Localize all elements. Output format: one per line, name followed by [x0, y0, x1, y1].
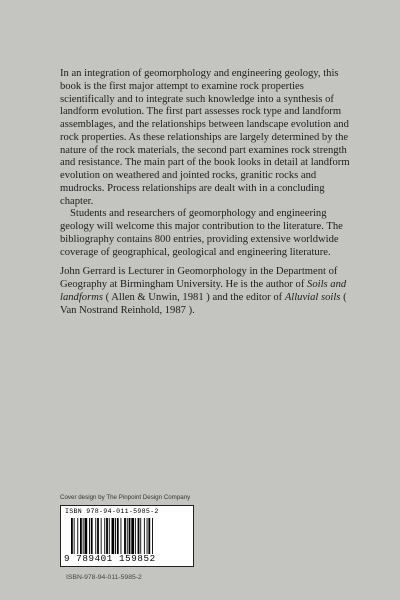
barcode-bar	[104, 518, 105, 554]
barcode-bar	[74, 518, 75, 554]
barcode-bar	[115, 518, 116, 554]
barcode-bar	[80, 518, 82, 554]
blurb-paragraph-audience: Students and researchers of geomorphology and engineering geology will welcome this major contribution to the literature. The bibliography contains 800 entries, providing extensive worldwide coverage of geographical, geological and engineering literature.	[60, 208, 343, 258]
author-bio-intro: John Gerrard is Lecturer in Geomorphology in the Department of Geography at Birmingham University. He is the author of	[60, 266, 338, 290]
barcode-bar	[135, 518, 136, 554]
book2-publisher: ( Van Nostrand Reinhold, 1987 ).	[60, 291, 347, 316]
barcode-bars-graphic	[71, 518, 187, 554]
barcode-bar	[152, 518, 153, 554]
barcode-bar	[89, 518, 90, 554]
barcode-bar	[83, 518, 84, 554]
isbn-barcode	[60, 505, 194, 567]
barcode-bar	[71, 518, 73, 554]
book1-publisher: ( Allen & Unwin, 1981 ) and the editor of	[102, 291, 285, 303]
barcode-bar	[129, 518, 131, 554]
barcode-bar	[106, 518, 108, 554]
barcode-bar	[77, 518, 78, 554]
barcode-bar	[101, 518, 102, 554]
book-title-alluvial-soils: Alluvial soils	[284, 291, 341, 303]
barcode-bar	[140, 518, 141, 554]
barcode-bar	[109, 518, 110, 554]
barcode-ean-digits: 9 789401 159852	[64, 553, 156, 564]
barcode-bar	[148, 518, 150, 554]
barcode-bar	[144, 518, 145, 554]
barcode-bar	[121, 518, 122, 554]
barcode-isbn-label: ISBN 978-94-011-5985-2	[65, 508, 159, 515]
barcode-bar	[97, 518, 99, 554]
barcode-bar	[138, 518, 140, 554]
barcode-bar	[112, 518, 115, 554]
barcode-bar	[147, 518, 148, 554]
barcode-bar	[91, 518, 93, 554]
book-title-soils-and-landforms: Soils and landforms	[60, 279, 347, 303]
barcode-bar	[117, 518, 119, 554]
barcode-bar	[95, 518, 96, 554]
barcode-bar	[127, 518, 128, 554]
author-bio	[60, 266, 352, 317]
isbn-footer: ISBN-978-94-011-5985-2	[66, 574, 142, 581]
cover-design-credit: Cover design by The Pinpoint Design Company	[60, 494, 191, 501]
barcode-bar	[124, 518, 126, 554]
barcode-bar	[85, 518, 88, 554]
back-cover-blurb	[60, 68, 352, 317]
barcode-bar	[131, 518, 134, 554]
blurb-paragraph-description: In an integration of geomorphology and engineering geology, this book is the first major attempt to examine rock properties scientifically and to integrate such knowledge into a synthesis of landform evolution. The first part assesses rock type and landform assemblages, and the relationships between landscape evolution and rock properties. As these relationships are largely determined by the nature of the rock materials, the second part examines rock strength and resistance. The main part of the book looks in detail at landform evolution on weathered and jointed rocks, granitic rocks and mudrocks. Process relationships are dealt with in a concluding chapter.	[60, 68, 350, 207]
